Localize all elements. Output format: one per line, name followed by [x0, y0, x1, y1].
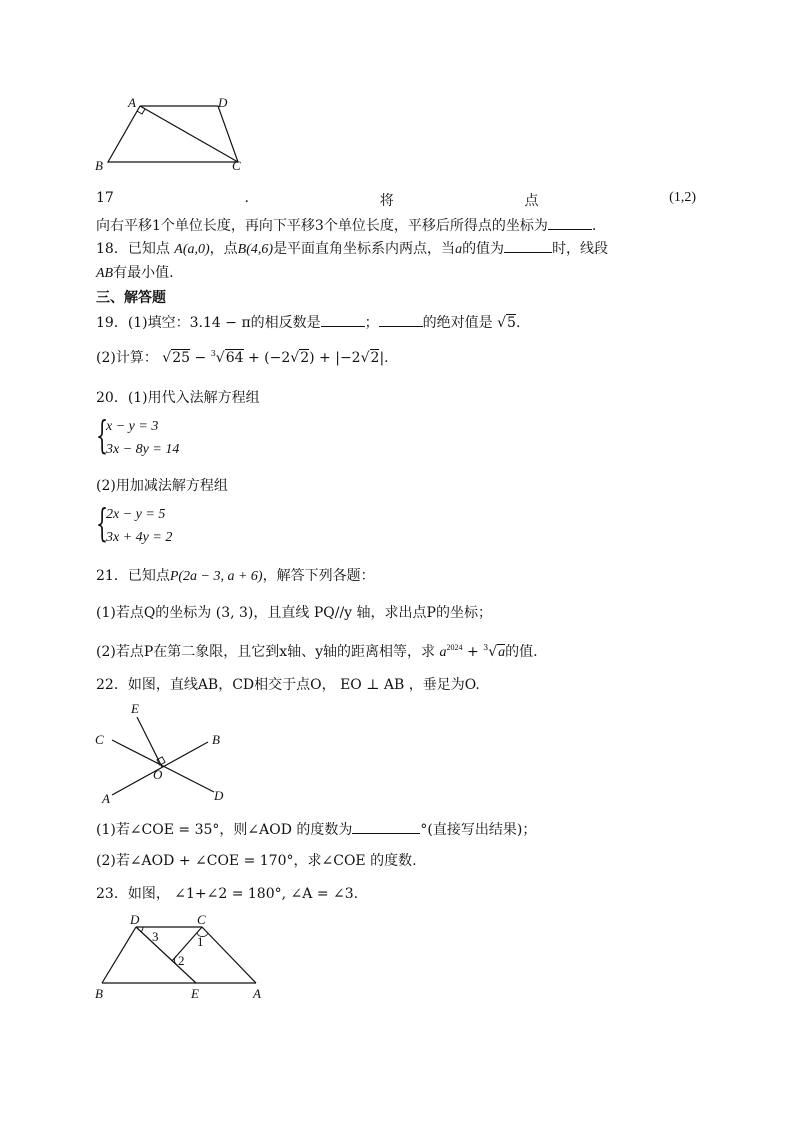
- q17-coord: (1,2): [669, 190, 696, 205]
- label-d: D: [218, 95, 228, 110]
- label-b2: B: [212, 732, 220, 747]
- q19-blank-2[interactable]: [379, 313, 423, 327]
- q17-dot: .: [244, 190, 249, 206]
- label-b: B: [95, 158, 103, 173]
- question-21-part1: (1)若点Q的坐标为 (3, 3)，且直线 PQ//y 轴，求出点P的坐标；: [96, 605, 492, 621]
- q18-text-c: 是平面直角坐标系内两点，当: [273, 241, 456, 257]
- label-a3: A: [253, 986, 261, 1001]
- q18-var-a: a: [455, 242, 463, 257]
- q17-number: 17: [96, 190, 114, 206]
- q21-p2-end: 的值.: [505, 644, 538, 660]
- q21-point-p: P(2a − 3, a + 6): [169, 569, 263, 584]
- q21-p2-text: (2)若点P在第二象限，且它到x轴、y轴的距离相等，求: [96, 644, 436, 660]
- question-20-part2: (2)用加减法解方程组: [96, 478, 228, 494]
- question-19-part1: [96, 312, 520, 332]
- label-d2: D: [214, 788, 224, 803]
- label-b3: B: [95, 986, 103, 1001]
- trapezoid-outline: [108, 106, 238, 162]
- q18-text-f: 有最小值.: [113, 265, 174, 281]
- angle-3: 3: [152, 929, 159, 944]
- eq2-line1: 2x − y = 5: [106, 507, 166, 522]
- brace-2: {: [96, 501, 109, 545]
- question-22-part1: [96, 819, 536, 839]
- paren-term: (−2√2): [264, 350, 315, 366]
- abs-term: |−2√2|.: [335, 350, 389, 366]
- question-21-line1: [96, 565, 375, 585]
- question-22-part2: (2)若∠AOD + ∠COE = 170°，求∠COE 的度数.: [96, 853, 417, 869]
- diagonal-ac: [140, 106, 238, 162]
- q17-word-jiang: 将: [379, 193, 394, 209]
- eq2-line2: 3x + 4y = 2: [106, 530, 173, 545]
- angle-arc-3: [141, 927, 143, 932]
- segment-de: [136, 927, 196, 983]
- trapezoid-figure: [90, 92, 260, 178]
- question-21-part2: (2)若点P在第二象限，且它到x轴、y轴的距离相等，求 $a^{2024} + ^3√a$的值.: [96, 643, 538, 660]
- angle-1: 1: [197, 934, 204, 949]
- q18-point-a: A(a,0): [174, 242, 210, 257]
- label-c3: C: [197, 912, 206, 927]
- label-a2: A: [102, 791, 110, 806]
- question-17-line1: [96, 190, 696, 210]
- q18-answer-blank[interactable]: [504, 239, 552, 253]
- q19-blank-1[interactable]: [321, 313, 365, 327]
- question-22-line1: 22．如图，直线AB，CD相交于点O， EO ⊥ AB ，垂足为O.: [96, 677, 480, 693]
- label-e3: E: [191, 986, 199, 1001]
- question-20-part1: 20．(1)用代入法解方程组: [96, 390, 260, 406]
- q18-text-d: 的值为: [462, 241, 505, 257]
- q21-power: $a^{2024}$: [439, 643, 463, 660]
- section-3-heading: 三、解答题: [96, 290, 166, 306]
- brace-1: {: [96, 413, 109, 457]
- q17-text: 向右平移1个单位长度，再向下平移3个单位长度，平移后所得点的坐标为: [96, 218, 548, 234]
- q18-text-a: 18．已知点: [96, 241, 170, 257]
- label-e: E: [131, 701, 139, 716]
- label-o: O: [153, 767, 163, 782]
- question-19-part2: (2)计算： √25 − $^3$√64 + (−2√2) + |−2√2|.: [96, 349, 389, 366]
- cbrt-64: $^3$√64: [210, 349, 244, 366]
- q19-p1-text-a: 19．(1)填空：3.14 − π的相反数是: [96, 315, 321, 331]
- q21-text-c: ，解答下列各题：: [262, 568, 375, 584]
- question-18-line1: [96, 238, 608, 258]
- intersecting-lines-figure: [90, 700, 250, 808]
- q19-p1-text-b: ；: [364, 315, 379, 331]
- segment-ca: [202, 927, 256, 983]
- label-a: A: [128, 95, 136, 110]
- q18-text-e: 时，线段: [552, 241, 609, 257]
- sqrt-25: √25: [162, 350, 191, 366]
- segment-db: [102, 927, 136, 983]
- q19-p1-text-c: 的绝对值是: [422, 315, 493, 331]
- angle-2: 2: [178, 953, 185, 968]
- eq1-line1: x − y = 3: [106, 419, 159, 434]
- label-c2: C: [95, 732, 104, 747]
- q22-answer-blank[interactable]: [352, 820, 420, 834]
- q18-segment-ab: AB: [96, 266, 114, 281]
- eq1-line2: 3x − 8y = 14: [106, 442, 180, 457]
- label-d3: D: [130, 912, 140, 927]
- q17-word-dian: 点: [524, 193, 539, 209]
- q22-p1-text: (1)若∠COE = 35°，则∠AOD 的度数为: [96, 822, 353, 838]
- q17-answer-blank[interactable]: [548, 216, 592, 230]
- q22-p1-end: °(直接写出结果)；: [420, 822, 537, 838]
- question-18-line2: [96, 262, 174, 282]
- sqrt-5: √5.: [497, 315, 521, 331]
- q18-text-b: ，点: [209, 241, 238, 257]
- q21-text-a: 21．已知点: [96, 568, 170, 584]
- q21-cbrt-a: $^3$√a: [483, 643, 506, 660]
- parallel-lines-figure: [90, 910, 280, 1006]
- label-c: C: [232, 158, 241, 173]
- question-23-line1: 23．如图， ∠1+∠2 = 180°, ∠A = ∠3.: [96, 886, 359, 902]
- question-17-line2: [96, 215, 596, 235]
- q19-p2-label: (2)计算：: [96, 350, 158, 366]
- q18-point-b: B(4,6): [237, 242, 274, 257]
- q17-end: .: [591, 218, 597, 234]
